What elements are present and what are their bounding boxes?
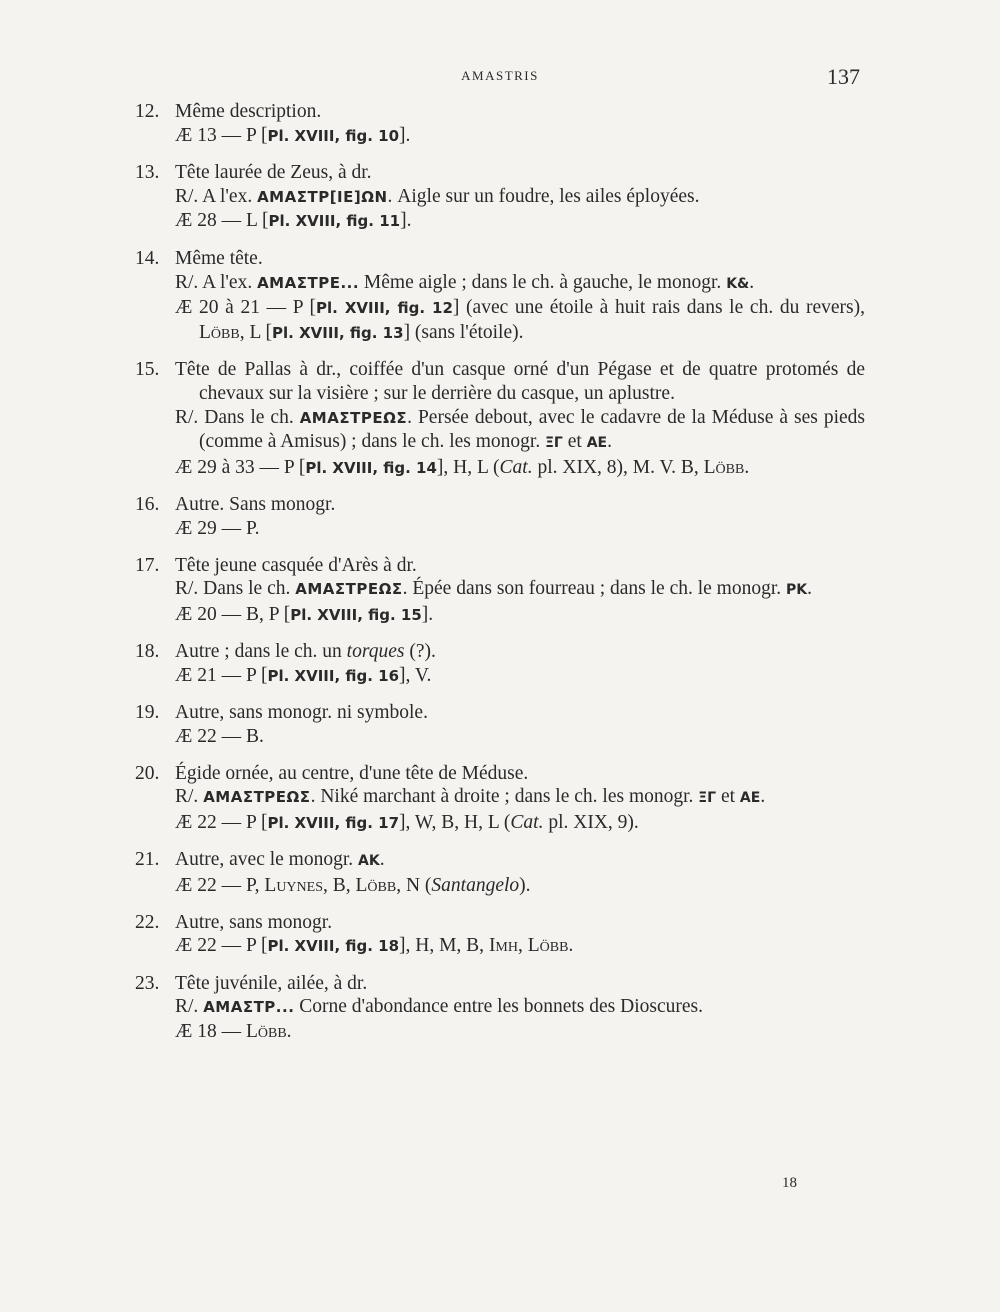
monogram: ΞΓ [545,435,563,452]
reverse: R/. ΑΜΑΣΤΡΕΩΣ. Niké marchant à droite ; dans le ch. les monogr. ΞΓ et ΑΕ. [175,786,766,808]
entry-number: 15. [135,359,160,381]
entry-14 [135,247,865,345]
specimens: Æ 21 — P [Pl. XVIII, fig. 16], V. [175,664,432,686]
collection-abbr: Imh [488,935,518,957]
obverse: Autre, avec le monogr. ΑΚ. [175,849,385,871]
entry-number: 13. [135,162,160,184]
running-head: AMASTRIS [461,68,539,83]
entry-18 [135,640,865,688]
entry-20 [135,762,865,836]
entry-number: 12. [135,101,160,122]
obverse: Tête de Pallas à dr., coiffée d'un casque orné d'un Pégase et de quatre protomés de chevaux sur la visière ; sur le derrière du casque, un aplustre. [175,359,865,404]
collection-abbr: Löbb [199,321,240,343]
entry-12 [135,100,865,148]
reverse: R/. A l'ex. ΑΜΑΣΤΡΕ... Même aigle ; dans le ch. à gauche, le monogr. K&. [175,271,755,293]
monogram: ΞΓ [698,790,717,807]
entry-number: 14. [135,247,160,269]
entry-number: 18. [135,641,160,663]
entry-16 [135,493,865,540]
entry-19 [135,701,865,748]
plate-reference: Pl. XVIII, fig. 10 [267,126,400,145]
reverse: R/. ΑΜΑΣΤΡ... Corne d'abondance entre les bonnets des Dioscures. [175,996,703,1018]
greek-legend: ΑΜΑΣΤΡΕΩΣ [203,788,311,807]
entry-number: 22. [135,911,160,933]
specimens: Æ 29 — P. [175,517,260,539]
plate-reference: Pl. XVIII, fig. 14 [305,458,437,477]
plate-reference: Pl. XVIII, fig. 15 [290,605,422,624]
obverse: Même tête. [175,247,263,269]
plate-reference: Pl. XVIII, fig. 12 [316,299,453,318]
collection-abbr: Löbb [245,1021,287,1042]
entry-17 [135,554,865,628]
entry-number: 20. [135,762,160,784]
specimens: Æ 22 — P, Luynes, B, Löbb, N (Santangelo). [175,875,531,897]
entry-number: 23. [135,972,160,994]
specimens: Æ 13 — P [Pl. XVIII, fig. 10]. [175,124,411,146]
greek-legend: ΑΜΑΣΤΡ... [203,998,295,1017]
greek-legend: ΑΜΑΣΤΡΕΩΣ [295,580,403,599]
collection-abbr: Löbb [703,456,745,478]
obverse: Tête laurée de Zeus, à dr. [175,162,372,184]
entry-13 [135,161,865,234]
obverse: Tête jeune casquée d'Arès à dr. [175,554,417,576]
entry-15 [135,358,865,480]
reverse: R/. Dans le ch. ΑΜΑΣΤΡΕΩΣ. Épée dans son fourreau ; dans le ch. le monogr. ΡΚ. [175,578,812,600]
greek-legend: ΑΜΑΣΤΡΕ... [257,273,360,292]
obverse: Égide ornée, au centre, d'une tête de Méduse. [175,762,529,784]
obverse: Autre. Sans monogr. [175,494,336,516]
specimens: Æ 28 — L [Pl. XVIII, fig. 11]. [175,210,412,232]
monogram: K& [726,275,750,292]
specimens: Æ 20 — B, P [Pl. XVIII, fig. 15]. [175,603,434,625]
obverse: Autre ; dans le ch. un torques (?). [175,641,436,663]
monogram: ΑΕ [739,790,761,807]
specimens: Æ 22 — P [Pl. XVIII, fig. 17], W, B, H, L (Cat. pl. XIX, 9). [175,811,639,833]
entry-22 [135,911,865,959]
plate-reference: Pl. XVIII, fig. 17 [267,813,400,832]
catalogue-abbr: Cat. [499,456,533,478]
monogram: ΑΕ [586,435,608,452]
signature-mark: 18 [782,1175,797,1191]
entry-number: 17. [135,554,160,576]
page-number: 137 [827,64,860,89]
entry-number: 21. [135,849,160,871]
entry-23 [135,972,865,1044]
obverse: Autre, sans monogr. [175,911,333,933]
entry-21 [135,848,865,897]
plate-reference: Pl. XVIII, fig. 16 [267,666,400,685]
reverse: R/. A l'ex. ΑΜΑΣΤΡ[ΙΕ]ΩΝ. Aigle sur un foudre, les ailes éployées. [175,185,700,207]
catalogue-entries [135,100,865,1057]
specimens: Æ 18 — Löbb. [175,1021,292,1042]
greek-legend: ΑΜΑΣΤΡΕΩΣ [299,408,408,427]
specimens: Æ 29 à 33 — P [Pl. XVIII, fig. 14], H, L (Cat. pl. XIX, 8), M. V. B, Löbb. [175,456,750,478]
specimens: Æ 20 à 21 — P [Pl. XVIII, fig. 12] (avec une étoile à huit rais dans le ch. du revers), Löbb, L [Pl. XVIII, fig. 13] (sans l'étoile). [175,297,865,343]
specimens: Æ 22 — P [Pl. XVIII, fig. 18], H, M, B, Imh, Löbb. [175,935,574,957]
specimens: Æ 22 — B. [175,726,264,748]
monogram: ΑΚ [358,853,380,870]
collection-abbr: Luynes [264,875,323,897]
plate-reference: Pl. XVIII, fig. 18 [267,937,400,956]
greek-legend: ΑΜΑΣΤΡ[ΙΕ]ΩΝ [257,187,388,206]
collection-abbr: Löbb [527,935,569,957]
plate-reference: Pl. XVIII, fig. 13 [272,323,404,342]
catalogue-abbr: Cat. [510,811,544,833]
plate-reference: Pl. XVIII, fig. 11 [268,212,401,231]
collection-abbr: Löbb [355,875,397,897]
entry-number: 19. [135,702,160,724]
obverse: Autre, sans monogr. ni symbole. [175,702,428,724]
reverse: R/. Dans le ch. ΑΜΑΣΤΡΕΩΣ. Persée debout, avec le cadavre de la Méduse à ses pieds (comme à Amisus) ; dans le ch. les monogr. ΞΓ et ΑΕ. [175,406,865,453]
collection-name: Santangelo [431,875,520,897]
entry-number: 16. [135,494,160,516]
monogram: ΡΚ [786,582,808,599]
obverse: Même description. [175,101,322,122]
obverse: Tête juvénile, ailée, à dr. [175,972,368,994]
